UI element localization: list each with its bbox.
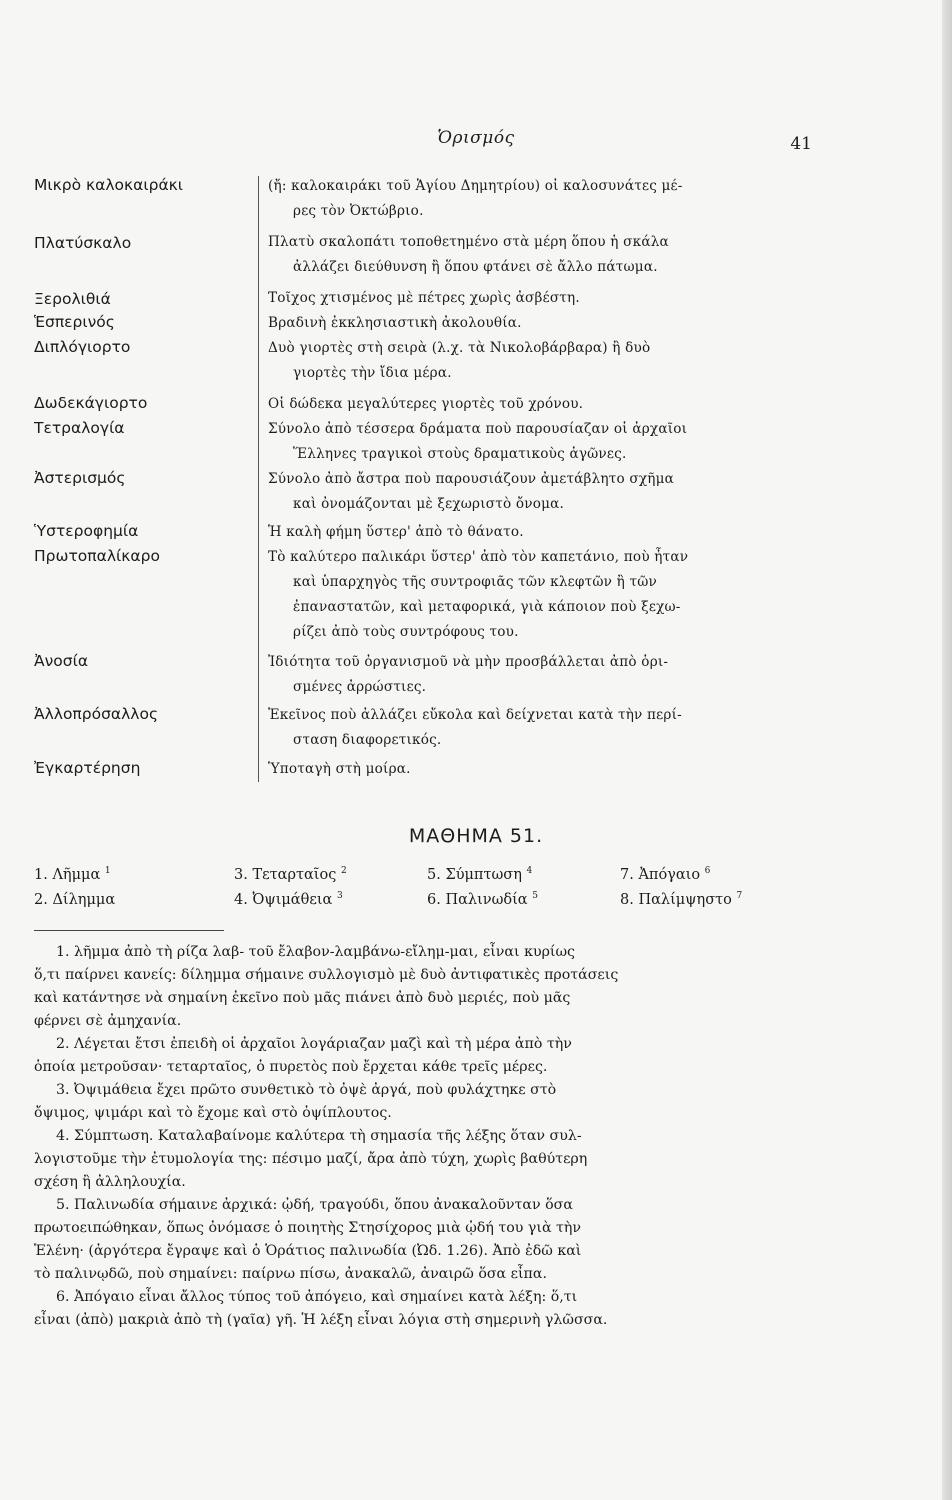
footnote-line: 5. Παλινωδία σήμαινε ἀρχικά: ᾠδή, τραγούδι, ὅπου ἀνακαλοῦνταν ὅσα — [56, 1197, 573, 1213]
terms-column — [34, 176, 260, 788]
term: Διπλόγιορτο — [34, 338, 131, 356]
definition-line: ἀλλάζει διεύθυνση ἢ ὅπου φτάνει σὲ ἄλλο πάτωμα. — [293, 259, 658, 275]
vocab-item: 7. Ἀπόγαιο $^6$ — [620, 866, 711, 883]
vocab-item: 4. Ὀψιμάθεια $^3$ — [234, 891, 343, 908]
vocab-item: 8. Παλίμψηστο $^7$ — [620, 891, 743, 908]
definition-line: Τοῖχος χτισμένος μὲ πέτρες χωρὶς ἀσβέστη. — [268, 290, 580, 306]
definition-line: καὶ ὀνομάζονται μὲ ξεχωριστὸ ὄνομα. — [293, 496, 565, 512]
definition-line: Δυὸ γιορτὲς στὴ σειρὰ (λ.χ. τὰ Νικολοβάρβαρα) ἢ δυὸ — [268, 340, 651, 356]
footnote-line: πρωτοειπώθηκαν, ὅπως ὀνόμασε ὁ ποιητὴς Στησίχορος μιὰ ᾠδή του γιὰ τὴν — [34, 1220, 582, 1236]
definition-line: ἐπαναστατῶν, καὶ μεταφορικά, γιὰ κάποιον ποὺ ξεχω- — [293, 599, 681, 615]
definition-line: Ἕλληνες τραγικοὶ στοὺς δραματικοὺς ἀγῶνες. — [293, 446, 627, 462]
definition-line: γιορτὲς τὴν ἴδια μέρα. — [293, 365, 452, 381]
footnote-line: 4. Σύμπτωση. Καταλαβαίνομε καλύτερα τὴ σημασία τῆς λέξης ὅταν συλ- — [56, 1128, 582, 1144]
term: Ὑστεροφημία — [34, 522, 139, 540]
term: Μικρὸ καλοκαιράκι — [34, 176, 184, 194]
term: Ξερολιθιά — [34, 290, 111, 308]
definition-line: Σύνολο ἀπὸ τέσσερα δράματα ποὺ παρουσίαζαν οἱ ἀρχαῖοι — [268, 421, 688, 437]
footnote-line: σχέση ἢ ἀλληλουχία. — [34, 1174, 186, 1190]
vocab-item: 1. Λῆμμα $^1$ — [34, 866, 111, 883]
column-divider — [258, 176, 259, 782]
definition-line: Ἰδιότητα τοῦ ὀργανισμοῦ νὰ μὴν προσβάλλεται ἀπὸ ὁρι- — [268, 654, 669, 670]
term: Τετραλογία — [34, 419, 125, 437]
footnote-line: 6. Ἀπόγαιο εἶναι ἄλλος τύπος τοῦ ἀπόγειο, καὶ σημαίνει κατὰ λέξη: ὅ,τι — [56, 1289, 578, 1305]
term: Ἀστερισμός — [34, 469, 126, 487]
term: Δωδεκάγιορτο — [34, 394, 148, 412]
footnote-line: Ἑλένη· (ἀργότερα ἔγραψε καὶ ὁ Ὁράτιος παλινωδία (Ὠδ. 1.26). Ἀπὸ ἐδῶ καὶ — [34, 1243, 582, 1259]
term: Ἐγκαρτέρηση — [34, 759, 141, 777]
definition-line: Ἐκεῖνος ποὺ ἀλλάζει εὔκολα καὶ δείχνεται κατὰ τὴν περί- — [268, 707, 682, 723]
footnote-line: ὁποία μετροῦσαν· τεταρταῖος, ὁ πυρετὸς ποὺ ἔρχεται κάθε τρεῖς μέρες. — [34, 1059, 548, 1075]
vocab-item: 6. Παλινωδία $^5$ — [427, 891, 538, 908]
definition-line: Τὸ καλύτερο παλικάρι ὕστερ' ἀπὸ τὸν καπετάνιο, ποὺ ἦταν — [268, 549, 689, 565]
footnote-line: φέρνει σὲ ἀμηχανία. — [34, 1013, 182, 1029]
vocab-item: 2. Δίλημμα — [34, 891, 116, 908]
vocab-item: 3. Τεταρταῖος $^2$ — [234, 866, 347, 883]
definition-line: σταση διαφορετικός. — [293, 732, 442, 748]
definition-line: ρίζει ἀπὸ τοὺς συντρόφους του. — [293, 624, 519, 640]
lesson-title: ΜΑΘΗΜΑ 51. — [408, 825, 544, 847]
definition-line: Πλατὺ σκαλοπάτι τοποθετημένο στὰ μέρη ὅπου ἡ σκάλα — [268, 234, 669, 250]
footnote-line: ὅ,τι παίρνει κανείς: δίλημμα σήμαινε συλλογισμὸ μὲ δυὸ ἀντιφατικὲς προτάσεις — [34, 967, 619, 983]
footnote-line: εἶναι (ἀπὸ) μακριὰ ἀπὸ τὴ (γαῖα) γῆ. Ἡ λέξη εἶναι λόγια στὴ σημερινὴ γλῶσσα. — [34, 1312, 608, 1328]
page-header-title: Ὁρισμός — [437, 128, 515, 148]
vocab-item: 5. Σύμπτωση $^4$ — [427, 866, 533, 883]
term: Ἀνοσία — [34, 652, 89, 670]
definition-line: Βραδινὴ ἐκκλησιαστικὴ ἀκολουθία. — [268, 315, 522, 331]
term: Πρωτοπαλίκαρο — [34, 547, 160, 565]
definition-line: σμένες ἀρρώστιες. — [293, 679, 427, 695]
footnote-line: ὄψιμος, ψιμάρι καὶ τὸ ἔχομε καὶ στὸ ὀψίπλουτος. — [34, 1105, 392, 1121]
definition-line: καὶ ὑπαρχηγὸς τῆς συντροφιᾶς τῶν κλεφτῶν ἢ τῶν — [293, 574, 657, 590]
page-number: 41 — [790, 134, 812, 154]
footnote-line: καὶ κατάντησε νὰ σημαίνη ἐκεῖνο ποὺ μᾶς πιάνει ἀπὸ δυὸ μεριές, ποὺ μᾶς — [34, 990, 571, 1006]
definition-line: (ἤ: καλοκαιράκι τοῦ Ἁγίου Δημητρίου) οἱ καλοσυνάτες μέ- — [268, 178, 683, 194]
definition-line: Ὑποταγὴ στὴ μοίρα. — [268, 761, 411, 777]
definition-line: Οἱ δώδεκα μεγαλύτερες γιορτὲς τοῦ χρόνου. — [268, 396, 584, 412]
term: Ἑσπερινός — [34, 313, 115, 331]
page-edge-shadow — [942, 0, 952, 1500]
term: Πλατύσκαλο — [34, 234, 132, 252]
footnote-line: τὸ παλινῳδῶ, ποὺ σημαίνει: παίρνω πίσω, ἀνακαλῶ, ἀναιρῶ ὅσα εἶπα. — [34, 1266, 547, 1282]
definition-line: Σύνολο ἀπὸ ἄστρα ποὺ παρουσιάζουν ἀμετάβλητο σχῆμα — [268, 471, 675, 487]
term: Ἀλλοπρόσαλλος — [34, 705, 159, 723]
definition-line: ρες τὸν Ὀκτώβριο. — [293, 203, 424, 219]
footnote-line: λογιστοῦμε τὴν ἐτυμολογία της: πέσιμο μαζί, ἄρα ἀπὸ τύχη, χωρὶς βαθύτερη — [34, 1151, 588, 1167]
definition-line: Ἡ καλὴ φήμη ὕστερ' ἀπὸ τὸ θάνατο. — [268, 524, 524, 540]
footnote-line: 2. Λέγεται ἔτσι ἐπειδὴ οἱ ἀρχαῖοι λογάριαζαν μαζὶ καὶ τὴ μέρα ἀπὸ τὴν — [56, 1036, 572, 1052]
footnote-line: 1. λῆμμα ἀπὸ τὴ ρίζα λαβ- τοῦ ἔλαβον-λαμβάνω-εἴλημ-μαι, εἶναι κυρίως — [56, 944, 575, 960]
footnote-line: 3. Ὀψιμάθεια ἔχει πρῶτο συνθετικὸ τὸ ὀψὲ ἀργά, ποὺ φυλάχτηκε στὸ — [56, 1082, 557, 1098]
footnote-separator — [34, 930, 224, 931]
